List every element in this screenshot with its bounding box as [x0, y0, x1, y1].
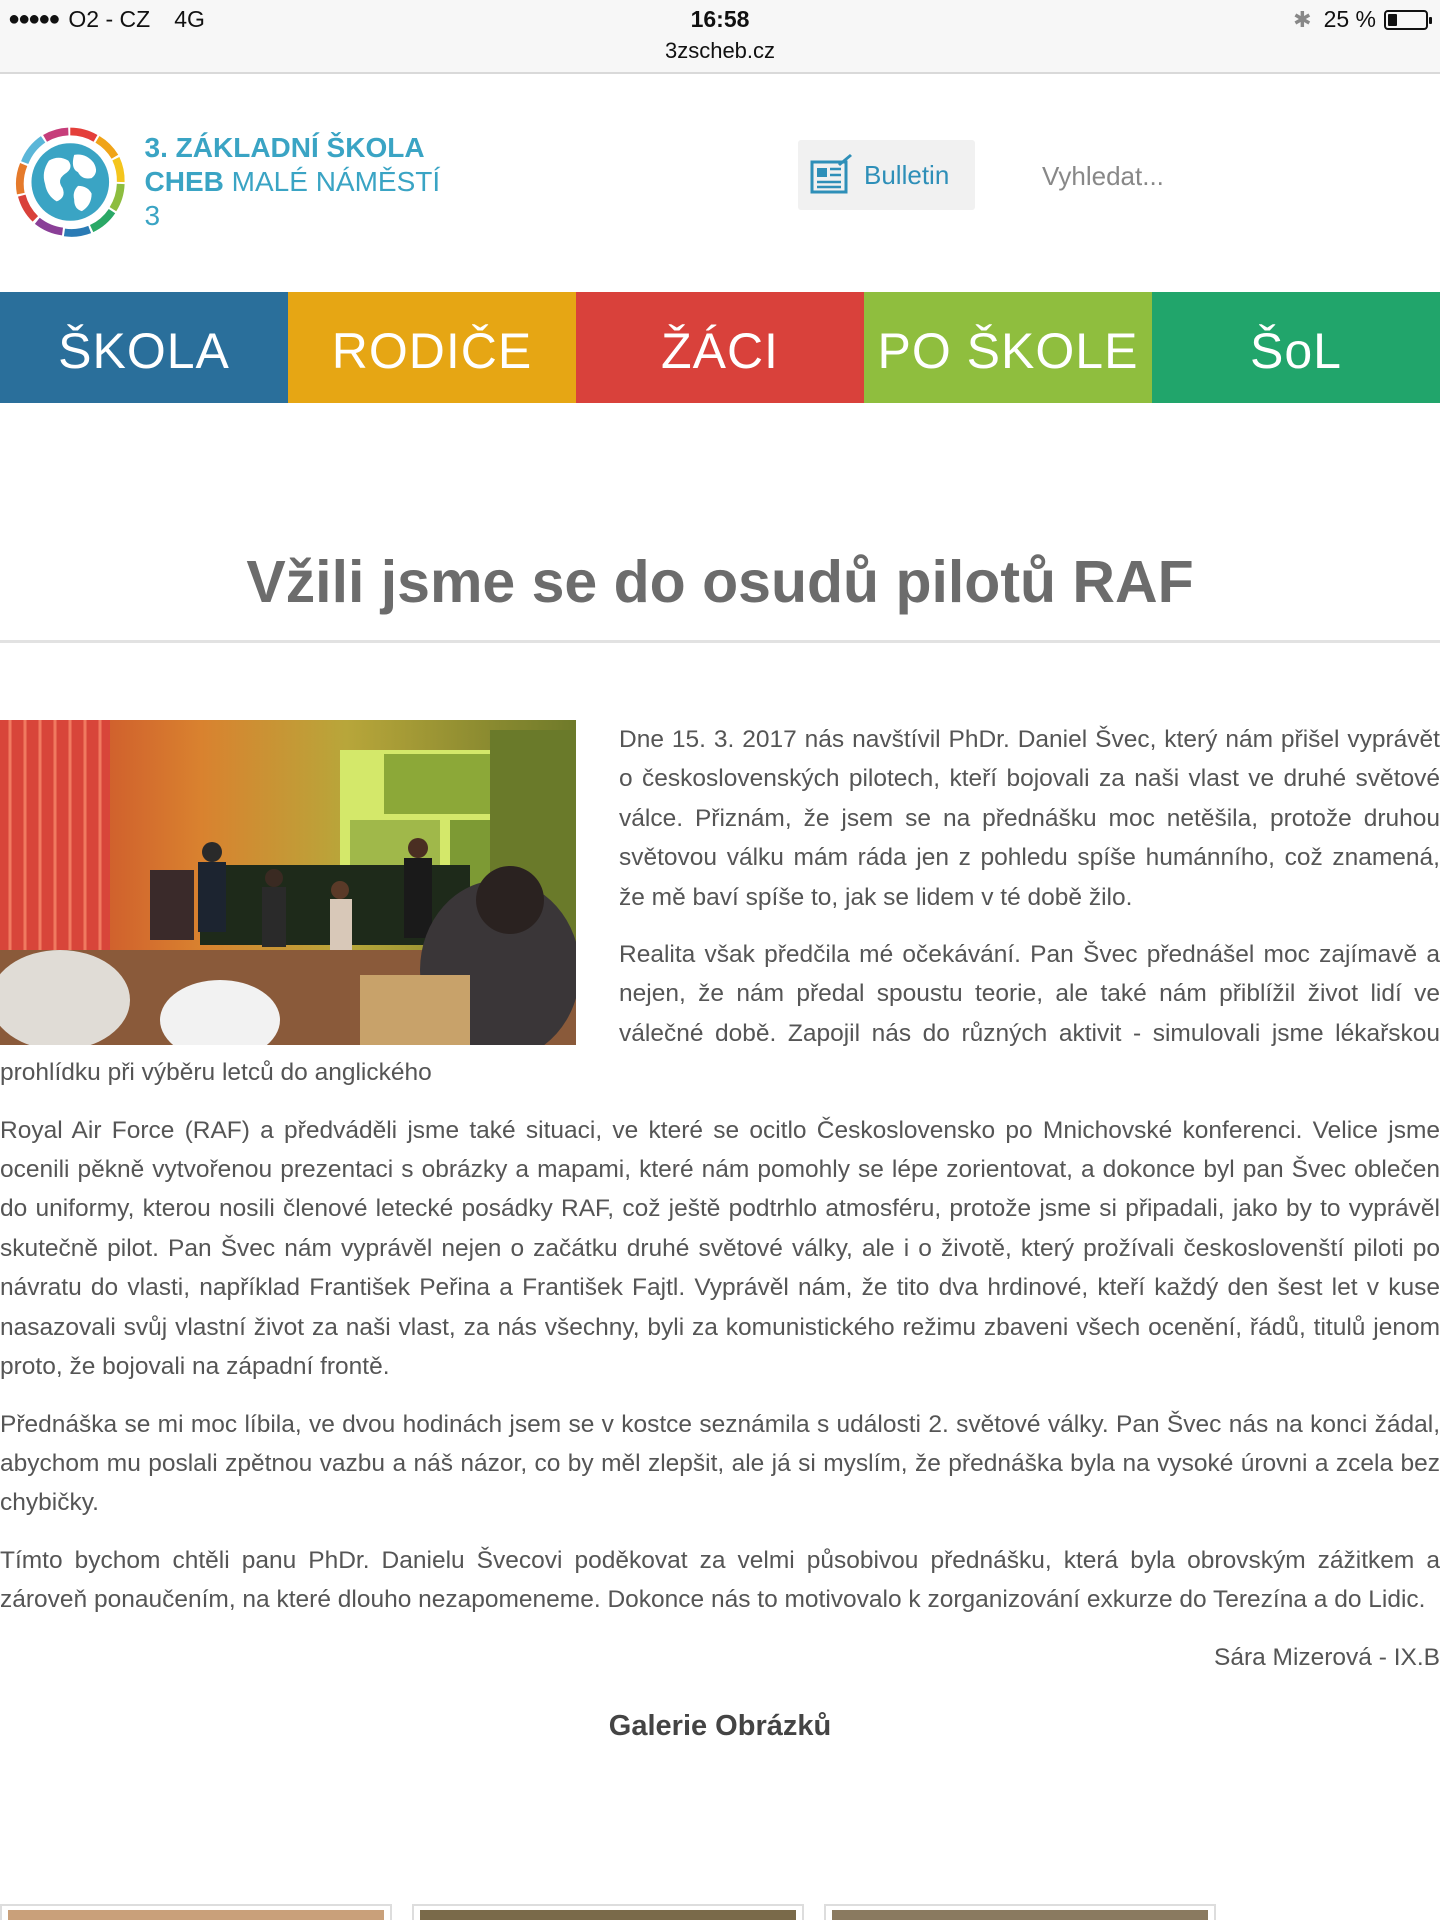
gallery-thumbnails [0, 1904, 1440, 1920]
logo-line-1: 3. ZÁKLADNÍ ŠKOLA [144, 132, 425, 163]
article-paragraph-5: Tímto bychom chtěli panu PhDr. Danielu Švecovi poděkovat za velmi působivou přednášku, která byla obrovským zážitkem a zároveň ponaučením, na které dlouho nezapomeneme. Dokonce nás to motivovalo k zorganizování exkurze do Terezína a do Lidic. [0, 1546, 1440, 1614]
status-bar [0, 0, 1440, 74]
gallery-thumbnail-image [832, 1910, 1208, 1920]
carrier-label: O2 - CZ [68, 6, 151, 32]
nav-item-po-skole[interactable]: PO ŠKOLE [864, 292, 1152, 403]
nav-item-sol[interactable]: ŠoL [1152, 292, 1440, 403]
bulletin-button[interactable] [798, 140, 975, 210]
title-divider [0, 640, 1440, 643]
signal-strength-icon: ●●●●● [8, 8, 59, 30]
network-type-label: 4G [174, 6, 205, 32]
nav-item-skola[interactable]: ŠKOLA [0, 292, 288, 403]
article-body [0, 720, 1440, 1746]
bluetooth-icon: ✱ [1293, 6, 1312, 32]
article-photo[interactable] [0, 720, 576, 1045]
globe-logo-icon [14, 124, 127, 240]
article-title: Vžili jsme se do osudů pilotů RAF [246, 549, 1194, 615]
logo-line-2-bold: CHEB [144, 166, 224, 197]
gallery-thumbnail-image [8, 1910, 384, 1920]
article-paragraph-3: Royal Air Force (RAF) a předváděli jsme také situaci, ve které se ocitlo Československo po Mnichovské konferenci. Velice jsme ocenili pěkně vytvořenou prezentaci s obrázky a mapami, které nám pomohly se lépe zorientovat, a dokonce byl pan Švec oblečen do uniformy, kterou nosili členové letecké posádky RAF, což ještě podtrhlo atmosféru, protože jsme si připadali, jako by to vyprávěl skutečně pilot. Pan Švec nám vyprávěl nejen o začátku druhé světové války, ale i o životě, který prožívali českoslovenští piloti po návratu do vlasti, například František Peřina a František Fajtl. Vyprávěl nám, že tito dva hrdinové, kteří každý den šest let v kuse nasazovali svůj vlastní život za naši vlast, za nás všechny, byli za komunistického režimu zbaveni všech ocenění, řádů, titulů jenom proto, že bojovali na západní frontě. [0, 1116, 1440, 1381]
article-paragraph-1: Dne 15. 3. 2017 nás navštívil PhDr. Daniel Švec, který nám přišel vyprávět o československých pilotech, kteří bojovali za naši vlast ve druhé světové válce. Přiznám, že jsem se na přednášku moc netěšila, protože druhou světovou válku mám ráda jen z pohledu spíše humánního, což znamená, že mě baví spíše to, jak se lidem v té době žilo. [619, 726, 1440, 911]
gallery-thumbnail[interactable] [0, 1904, 392, 1920]
logo-line-2-rest: MALÉ NÁMĚSTÍ 3 [144, 166, 441, 231]
address-bar-url[interactable]: 3zscheb.cz [664, 38, 776, 63]
newsletter-icon [808, 152, 854, 198]
article-paragraph-4: Přednáška se mi moc líbila, ve dvou hodinách jsem se v kostce seznámila s události 2. světové války. Pan Švec nás na konci žádal, abychom mu poslali zpětnou vazbu a náš názor, co by měl zlepšit, ale já si myslím, že přednáška byla na vysoké úrovni a zcela bez chybičky. [0, 1410, 1440, 1517]
site-header [0, 76, 1440, 292]
gallery-thumbnail[interactable] [412, 1904, 804, 1920]
battery-percentage: 25 % [1323, 6, 1376, 32]
status-right [1293, 6, 1428, 33]
battery-icon [1384, 10, 1428, 30]
gallery-thumbnail-image [420, 1910, 796, 1920]
gallery-heading: Galerie Obrázků [608, 1709, 832, 1742]
bulletin-label: Bulletin [864, 159, 950, 190]
article-paragraph-2: Realita však předčila mé očekávání. Pan Švec přednášel moc zajímavě a nejen, že nám předal spoustu teorie, ale také nám přiblížil život lidí ve válečné době. Zapojil nás do různých aktivit - simulovali jsme lékařskou prohlídku při výběru letců do anglického [0, 941, 1440, 1087]
main-navigation [0, 292, 1440, 403]
school-logo[interactable] [14, 120, 454, 244]
battery-fill [1388, 14, 1397, 26]
nav-item-zaci[interactable]: ŽÁCI [576, 292, 864, 403]
clock: 16:58 [690, 6, 750, 32]
search-input[interactable] [1030, 148, 1270, 204]
nav-item-rodice[interactable]: RODIČE [288, 292, 576, 403]
logo-text [145, 131, 454, 233]
gallery-thumbnail[interactable] [824, 1904, 1216, 1920]
logo-line-2 [145, 165, 454, 233]
article-author: Sára Mizerová - IX.B [1213, 1643, 1440, 1671]
classroom-photo-image [0, 720, 576, 1045]
